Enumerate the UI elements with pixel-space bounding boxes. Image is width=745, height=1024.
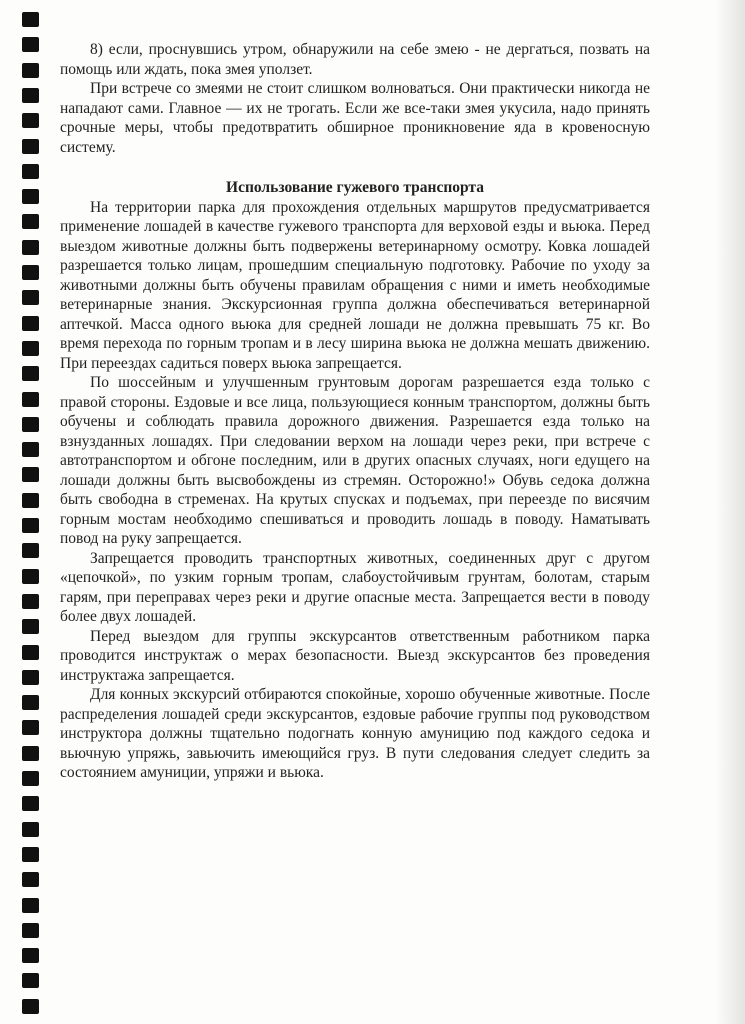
paragraph-horse-selection: Для конных экскурсий отбираются спокойные, хорошо обученные животные. После распределения лошадей среди экскурсантов, ездовые рабочие группы под руководством инструктора должны тщательно подогнать конную амуницию под каждого седока и вьючную упряжь, завьючить имеющийся груз. В пути следования следует следить за состоянием амуниции, упряжи и вьюка. <box>60 686 650 781</box>
paragraph-chain-ban: Запрещается проводить транспортных животных, соединенных друг с другом «цепочкой», по узким горным тропам, слабоустойчивым грунтам, болотам, старым гарям, при переправах через реки и другие опасные места. Запрещается вести в поводу более двух лошадей. <box>60 549 650 625</box>
binding-hole <box>22 923 39 938</box>
binding-hole <box>22 442 39 457</box>
paragraph-snake-wake: 8) если, проснувшись утром, обнаружили на себе змею - не дергаться, позвать на помощь или ждать, пока змея уползет. <box>60 41 650 78</box>
binding-hole <box>22 670 39 685</box>
binding-hole <box>22 973 39 988</box>
section-heading: Использование гужевого транспорта <box>226 179 484 196</box>
binding-hole <box>22 594 39 609</box>
binding-hole <box>22 139 39 154</box>
paragraph-road-rules: По шоссейным и улучшенным грунтовым дорогам разрешается езда только с правой стороны. Ездовые и все лица, пользующиеся конным транспортом, должны быть обучены и соблюдать правила дорожного движения. Разрешается езда только на взнузданных лошадях. При следовании верхом на лошади через реки, при встрече с автотранспортом и обгоне последним, или в других опасных случаях, ноги едущего на лошади должны быть высвобождены из стремян. Осторожно!» Обувь седока должна быть свободна в стременах. На крутых спусках и подъемах, при переезде по висячим горным мостам необходимо спешиваться и проводить лошадь в поводу. Наматывать повод на руку запрещается. <box>60 374 650 547</box>
binding-hole <box>22 164 39 179</box>
binding-hole <box>22 63 39 78</box>
binding-hole <box>22 467 39 482</box>
binding-hole <box>22 113 39 128</box>
paragraph-snake-advice: При встрече со змеями не стоит слишком волноваться. Они практически никогда не нападают сами. Главное — их не трогать. Если же все-таки змея укусила, надо принять срочные меры, чтобы предотвратить обширное проникновение яда в кровеносную систему. <box>60 80 650 156</box>
binding-hole <box>22 543 39 558</box>
binding-hole <box>22 898 39 913</box>
binding-hole <box>22 417 39 432</box>
binding-hole <box>22 214 39 229</box>
binding-hole <box>22 12 39 27</box>
spiral-binding <box>22 0 42 1024</box>
binding-hole <box>22 37 39 52</box>
binding-hole <box>22 518 39 533</box>
binding-hole <box>22 948 39 963</box>
binding-hole <box>22 695 39 710</box>
binding-hole <box>22 341 39 356</box>
binding-hole <box>22 569 39 584</box>
page-edge-shadow <box>715 0 745 1024</box>
binding-hole <box>22 645 39 660</box>
binding-hole <box>22 619 39 634</box>
binding-hole <box>22 999 39 1014</box>
paragraph-horse-transport: На территории парка для прохождения отдельных маршрутов предусматривается применение лошадей в качестве гужевого транспорта для верховой езды и вьюка. Перед выездом животные должны быть подвержены ветеринарному осмотру. Ковка лошадей разрешается только лицам, прошедшим специальную подготовку. Рабочие по уходу за животными должны быть обучены правилам обращения с ними и иметь необходимые ветеринарные знания. Экскурсионная группа должна обеспечиваться ветеринарной аптечкой. Масса одного вьюка для средней лошади не должна превышать 75 кг. Во время перехода по горным тропам и в лесу ширина вьюка не должна мешать движению. При переездах садиться поверх вьюка запрещается. <box>60 198 650 372</box>
binding-hole <box>22 88 39 103</box>
binding-hole <box>22 872 39 887</box>
binding-hole <box>22 366 39 381</box>
binding-hole <box>22 493 39 508</box>
binding-hole <box>22 392 39 407</box>
binding-hole <box>22 746 39 761</box>
binding-hole <box>22 720 39 735</box>
binding-hole <box>22 316 39 331</box>
binding-hole <box>22 771 39 786</box>
binding-hole <box>22 847 39 862</box>
binding-hole <box>22 240 39 255</box>
binding-hole <box>22 796 39 811</box>
paragraph-briefing: Перед выездом для группы экскурсантов ответственным работником парка проводится инструктаж о мерах безопасности. Выезд экскурсантов без проведения инструктажа запрещается. <box>60 627 650 684</box>
binding-hole <box>22 265 39 280</box>
document-body <box>60 40 650 783</box>
binding-hole <box>22 822 39 837</box>
binding-hole <box>22 290 39 305</box>
binding-hole <box>22 189 39 204</box>
